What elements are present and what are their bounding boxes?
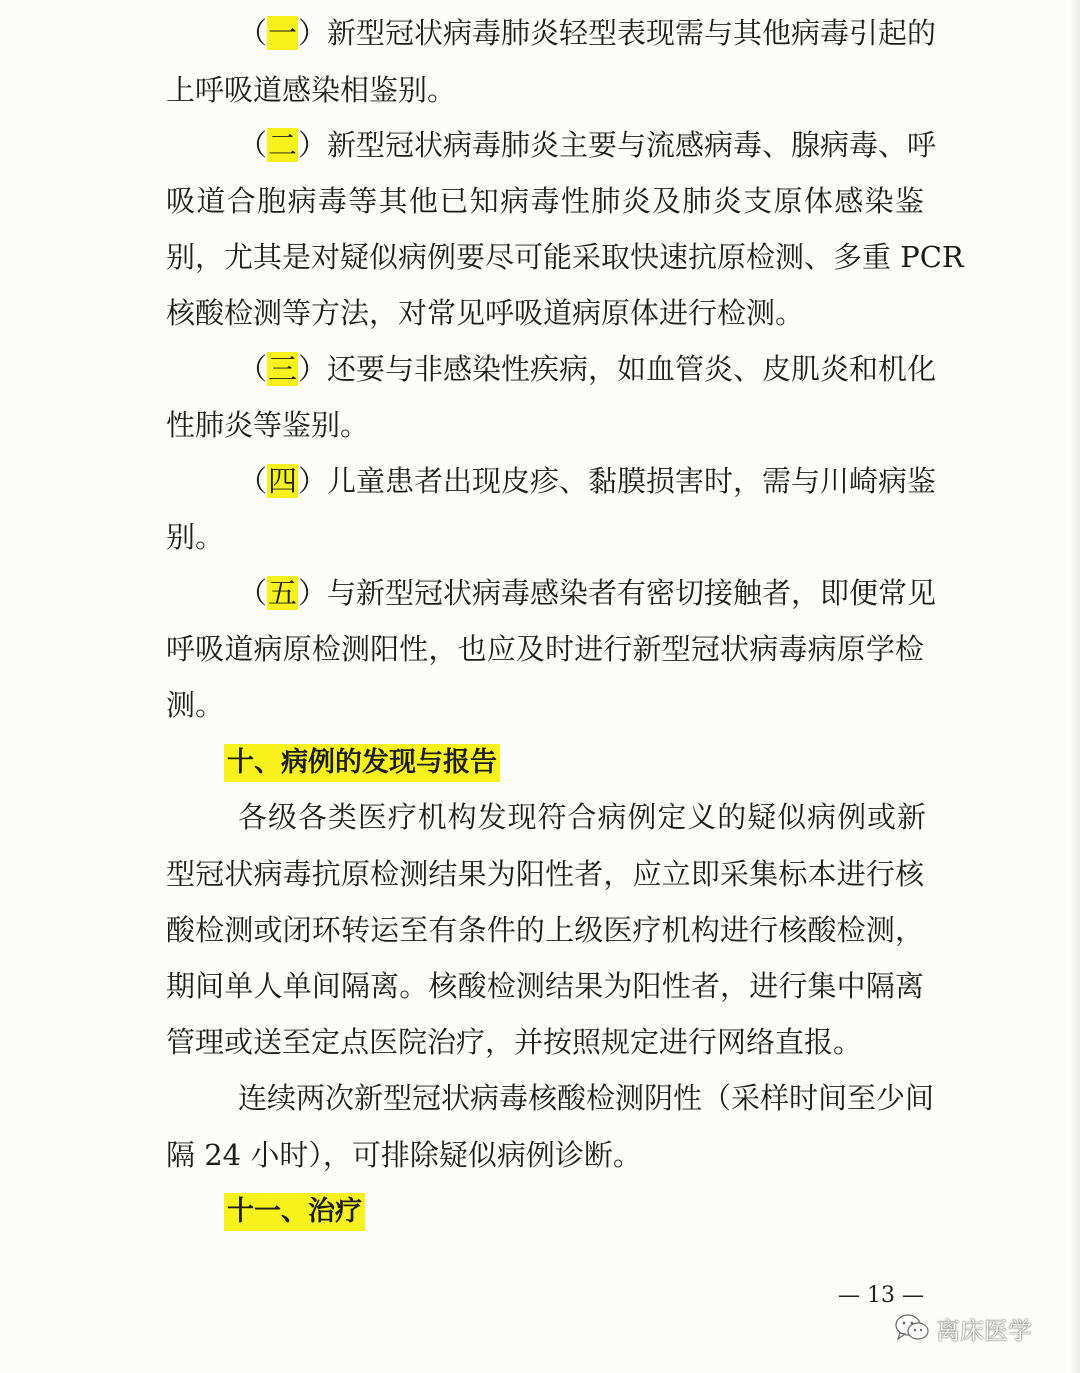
watermark — [894, 1310, 1032, 1346]
paragraph-text: 各级各类医疗机构发现符合病例定义的疑似病例或新 — [238, 800, 926, 834]
paragraph-text: 核酸检测等方法，对常见呼吸道病原体进行检测。 — [166, 296, 805, 330]
section-10-para-1-line-5 — [166, 1023, 862, 1061]
paragraph-text: 连续两次新型冠状病毒核酸检测阴性（采样时间至少间 — [238, 1081, 935, 1115]
paragraph-text: ）与新型冠状病毒感染者有密切接触者，即便常见 — [298, 576, 937, 610]
paragraph-text: 别，尤其是对疑似病例要尽可能采取快速抗原检测、多重 PCR — [166, 240, 964, 274]
paragraph-1-line-1 — [238, 14, 937, 52]
section-11-heading: 十一、治疗 — [224, 1193, 365, 1231]
section-10-para-1-line-1 — [238, 798, 926, 836]
paragraph-2-line-4 — [166, 294, 804, 332]
paragraph-5-line-2 — [166, 630, 924, 668]
list-marker-highlighted: 四 — [268, 464, 298, 498]
paragraph-text: 别。 — [166, 520, 225, 554]
paragraph-text: 测。 — [166, 688, 225, 722]
paragraph-text: ）儿童患者出现皮疹、黏膜损害时，需与川崎病鉴 — [298, 464, 937, 498]
list-marker-open: （ — [238, 128, 268, 162]
section-10-para-1-line-3 — [166, 911, 924, 949]
paragraph-2-line-2 — [166, 182, 924, 220]
list-marker-open: （ — [238, 464, 268, 498]
paragraph-4-line-1 — [238, 462, 937, 500]
paragraph-text: 酸检测或闭环转运至有条件的上级医疗机构进行核酸检测， — [166, 913, 924, 947]
paragraph-text: 管理或送至定点医院治疗，并按照规定进行网络直报。 — [166, 1025, 863, 1059]
paragraph-text: 隔 24 小时），可排除疑似病例诊断。 — [166, 1138, 642, 1172]
section-10-para-2-line-2 — [166, 1136, 642, 1174]
list-marker-highlighted: 五 — [268, 576, 298, 610]
list-marker-open: （ — [238, 352, 268, 386]
paragraph-text: 吸道合胞病毒等其他已知病毒性肺炎及肺炎支原体感染鉴 — [166, 184, 924, 218]
list-marker-highlighted: 一 — [268, 16, 298, 50]
page-edge-shadow — [1070, 0, 1080, 1373]
paragraph-5-line-3 — [166, 686, 224, 724]
page-number: — 13 — — [838, 1283, 924, 1308]
paragraph-2-line-3 — [166, 238, 964, 276]
paragraph-text: 呼吸道病原检测阳性，也应及时进行新型冠状病毒病原学检 — [166, 632, 924, 666]
paragraph-text: 上呼吸道感染相鉴别。 — [166, 73, 457, 107]
paragraph-2-line-1 — [238, 126, 937, 164]
section-10-heading: 十、病例的发现与报告 — [224, 744, 500, 782]
paragraph-text: 性肺炎等鉴别。 — [166, 408, 370, 442]
paragraph-text: ）新型冠状病毒肺炎主要与流感病毒、腺病毒、呼 — [298, 128, 937, 162]
paragraph-text: ）新型冠状病毒肺炎轻型表现需与其他病毒引起的 — [298, 16, 937, 50]
section-10-para-1-line-4 — [166, 967, 924, 1005]
list-marker-highlighted: 三 — [268, 352, 298, 386]
watermark-text: 离床医学 — [936, 1316, 1032, 1345]
list-marker-open: （ — [238, 576, 268, 610]
paragraph-text: 型冠状病毒抗原检测结果为阳性者，应立即采集标本进行核 — [166, 857, 924, 891]
paragraph-text: ）还要与非感染性疾病，如血管炎、皮肌炎和机化 — [298, 352, 937, 386]
paragraph-1-line-2 — [166, 71, 456, 109]
paragraph-5-line-1 — [238, 574, 937, 612]
wechat-icon — [894, 1313, 930, 1343]
paragraph-3-line-1 — [238, 350, 937, 388]
section-10-para-1-line-2 — [166, 855, 924, 893]
paragraph-text: 期间单人单间隔离。核酸检测结果为阳性者，进行集中隔离 — [166, 969, 924, 1003]
paragraph-4-line-2 — [166, 518, 224, 556]
section-10-para-2-line-1 — [238, 1079, 935, 1117]
paragraph-3-line-2 — [166, 406, 369, 444]
list-marker-open: （ — [238, 16, 268, 50]
list-marker-highlighted: 二 — [268, 128, 298, 162]
